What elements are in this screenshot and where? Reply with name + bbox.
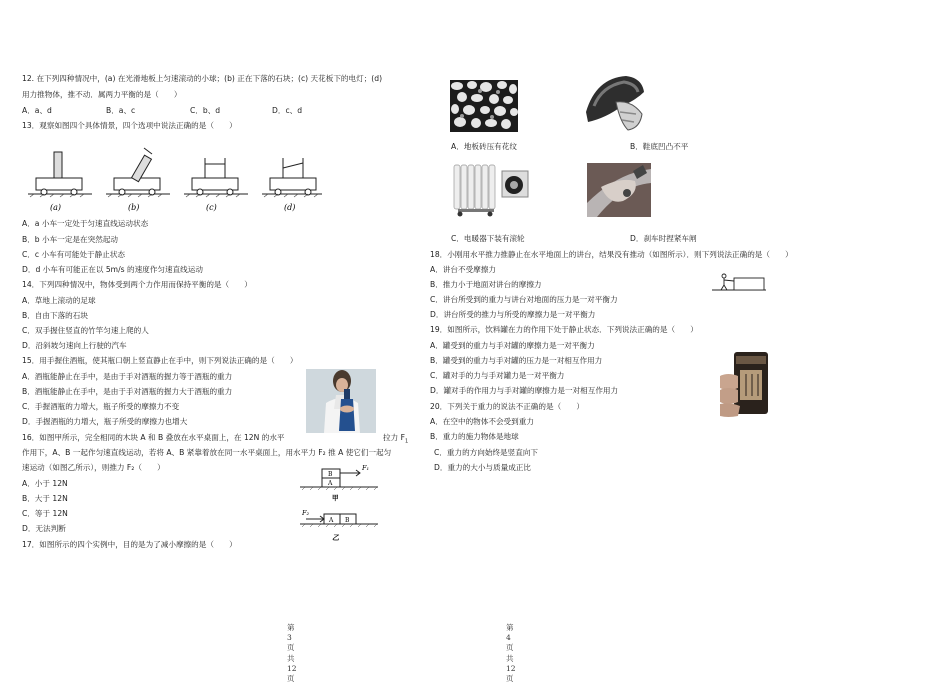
q17-option-b: B．鞋底凹凸不平 bbox=[630, 142, 689, 151]
fig-block-b-bottom: B bbox=[345, 517, 350, 524]
q20-option-b: B．重力的施力物体是地球 bbox=[430, 432, 519, 441]
q16-option-d: D．无法判断 bbox=[22, 524, 66, 533]
q15-option-a: A．酒瓶能静止在手中，是由于手对酒瓶的握力等于酒瓶的重力 bbox=[22, 372, 233, 381]
fig-block-b-top: B bbox=[328, 471, 333, 478]
bottle-hand-photo bbox=[306, 369, 376, 433]
fig-caption-top: 甲 bbox=[332, 494, 339, 502]
q20-option-c: C．重力的方向始终是竖直向下 bbox=[434, 448, 539, 457]
q16-stem-line2: 作用下，A、B 一起作匀速直线运动，若将 A、B 紧靠着放在同一水平桌面上，用水平力 F₂ 推 A 使它们一起匀 bbox=[22, 448, 392, 457]
q17-option-d: D．刹车时捏紧车闸 bbox=[630, 234, 697, 243]
q19-option-a: A．罐受到的重力与手对罐的摩擦力是一对平衡力 bbox=[430, 341, 595, 350]
floor-tile-photo bbox=[450, 80, 518, 132]
q19-stem: 19．如图所示，饮料罐在力的作用下处于静止状态．下列说法正确的是（ ） bbox=[430, 325, 698, 334]
q12-stem-line2: 用力推物体，推不动．属两力平衡的是（ ） bbox=[22, 90, 182, 99]
q20-option-d: D．重力的大小与质量成正比 bbox=[434, 463, 531, 472]
q18-option-a: A．讲台不受摩擦力 bbox=[430, 265, 496, 274]
q15-option-d: D．手握酒瓶的力增大，瓶子所受的摩擦力也增大 bbox=[22, 417, 188, 426]
q18-option-b: B．推力小于地面对讲台的摩擦力 bbox=[430, 280, 542, 289]
left-page-footer: 第 3 页 共 12 页 bbox=[287, 623, 297, 683]
q16-force-label: 拉力 F bbox=[383, 433, 405, 442]
q15-option-c: C．手握酒瓶的力增大，瓶子所受的摩擦力不变 bbox=[22, 402, 180, 411]
fig-f2-label: F₂ bbox=[302, 509, 310, 517]
q14-stem: 14．下列四种情况中，物体受到两个力作用而保持平衡的是（ ） bbox=[22, 280, 252, 289]
q18-option-c: C．讲台所受到的重力与讲台对地面的压力是一对平衡力 bbox=[430, 295, 618, 304]
q19-option-c: C．罐对手的力与手对罐力是一对平衡力 bbox=[430, 371, 565, 380]
fig-label-a: (a) bbox=[50, 203, 62, 212]
q13-stem: 13．观察如图四个具体情景，四个选项中说法正确的是（ ） bbox=[22, 121, 237, 130]
fig-f1-label: F₁ bbox=[362, 464, 370, 472]
q12-option-a: A．a、d bbox=[22, 106, 52, 115]
q12-option-b: B．a、c bbox=[106, 106, 136, 115]
q13-option-c: C．c 小车有可能处于静止状态 bbox=[22, 250, 126, 259]
fig-block-a-bottom: A bbox=[329, 517, 334, 524]
q13-option-d: D．d 小车有可能正在以 5m/s 的速度作匀速直线运动 bbox=[22, 265, 203, 274]
q12-option-c: C．b、d bbox=[190, 106, 221, 115]
fig-label-b: (b) bbox=[128, 203, 140, 212]
q16-stem-line1: 16．如图甲所示，完全相同的木块 A 和 B 叠放在水平桌面上，在 12N 的水平 bbox=[22, 433, 285, 442]
q16-block-figure bbox=[296, 458, 388, 544]
q12-option-d: D．c、d bbox=[272, 106, 303, 115]
bike-brake-photo bbox=[587, 163, 651, 217]
q20-stem: 20．下列关于重力的说法不正确的是（ ） bbox=[430, 402, 584, 411]
q20-option-a: A．在空中的物体不会受到重力 bbox=[430, 417, 534, 426]
fig-label-d: (d) bbox=[284, 203, 296, 212]
q15-option-b: B．酒瓶能静止在手中，是由于手对酒瓶的握力大于酒瓶的重力 bbox=[22, 387, 233, 396]
podium-push-figure bbox=[712, 270, 766, 292]
q16-option-b: B．大于 12N bbox=[22, 494, 68, 503]
fig-caption-bottom: 乙 bbox=[332, 533, 339, 542]
q16-option-c: C．等于 12N bbox=[22, 509, 68, 518]
q17-stem: 17．如图所示的四个实例中，目的是为了减小摩擦的是（ ） bbox=[22, 540, 237, 549]
q13-option-a: A．a 小车一定处于匀速直线运动状态 bbox=[22, 219, 149, 228]
q14-option-c: C．双手握住竖直的竹竿匀速上爬的人 bbox=[22, 326, 149, 335]
q16-force-sub: 1 bbox=[404, 438, 409, 445]
q13-option-b: B．b 小车一定是在突然起动 bbox=[22, 235, 118, 244]
drink-can-hand-photo bbox=[718, 346, 776, 422]
q17-option-a: A．地板砖压有花纹 bbox=[451, 142, 517, 151]
q16-option-a: A．小于 12N bbox=[22, 479, 68, 488]
q17-option-c: C．电暖器下装有滚轮 bbox=[451, 234, 525, 243]
q14-option-a: A．草地上滚动的足球 bbox=[22, 296, 96, 305]
shoe-sole-photo bbox=[576, 72, 650, 134]
q15-stem: 15．用手握住酒瓶，使其瓶口朝上竖直静止在手中，则下列说法正确的是（ ） bbox=[22, 356, 298, 365]
q14-option-d: D．沿斜坡匀速向上行驶的汽车 bbox=[22, 341, 127, 350]
fig-block-a-top: A bbox=[328, 480, 333, 487]
q16-stem-line3: 速运动（如图乙所示），则推力 F₂（ ） bbox=[22, 463, 165, 472]
q13-cart-figure bbox=[22, 138, 322, 214]
q19-option-b: B．罐受到的重力与手对罐的压力是一对相互作用力 bbox=[430, 356, 603, 365]
heater-photo bbox=[450, 161, 532, 219]
q19-option-d: D．罐对手的作用力与手对罐的摩擦力是一对相互作用力 bbox=[430, 386, 619, 395]
q12-stem-line1: 12. 在下列四种情况中，(a) 在光滑地板上匀速滚动的小球；(b) 正在下落的石块；(c) 天花板下的电灯；(d) bbox=[22, 74, 383, 83]
q14-option-b: B．自由下落的石块 bbox=[22, 311, 88, 320]
right-page-footer: 第 4 页 共 12 页 bbox=[506, 623, 516, 683]
q18-stem: 18．小刚用水平推力推静止在水平地面上的讲台，结果没有推动（如图所示）．则下列说法正确的是（ ） bbox=[430, 250, 793, 259]
fig-label-c: (c) bbox=[206, 203, 217, 212]
q18-option-d: D．讲台所受的推力与所受的摩擦力是一对平衡力 bbox=[430, 310, 596, 319]
q16-stem-line1-end bbox=[383, 433, 408, 447]
